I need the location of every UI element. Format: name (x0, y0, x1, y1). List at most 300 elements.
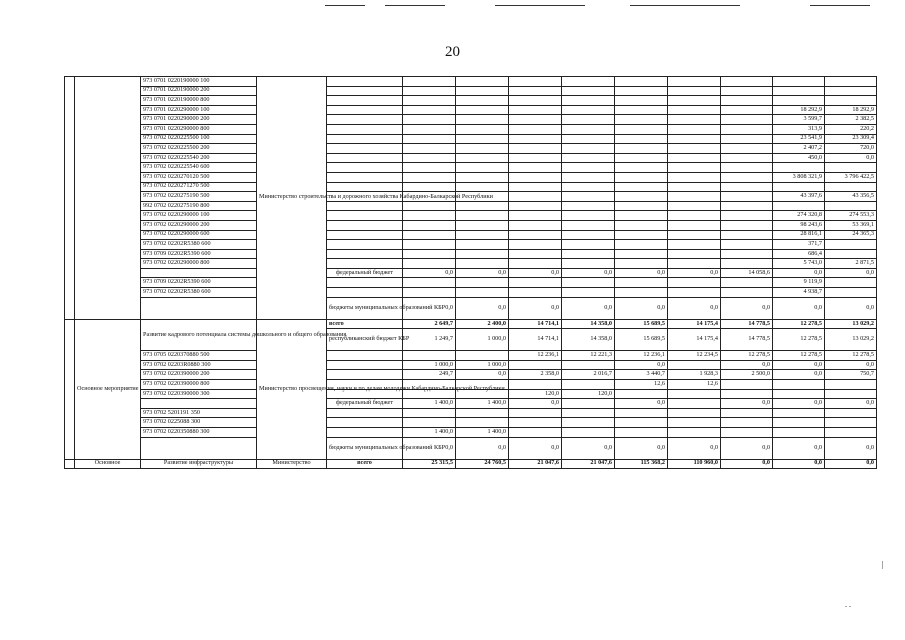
source-cell (327, 86, 403, 96)
value-cell (773, 380, 825, 390)
value-cell (509, 230, 562, 240)
value-cell (562, 408, 615, 418)
value-cell (668, 163, 721, 173)
value-cell (721, 144, 773, 154)
budget-code: 973 0702 02203R0880 300 (141, 360, 257, 370)
value-cell (509, 418, 562, 428)
value-cell (403, 182, 456, 192)
value-cell (825, 182, 877, 192)
budget-code: 973 0702 0220350880 300 (141, 428, 257, 438)
value-cell (509, 408, 562, 418)
value-cell: 3 599,7 (773, 115, 825, 125)
value-cell (456, 278, 509, 288)
source-cell (327, 144, 403, 154)
budget-code: 973 0709 02202R5390 600 (141, 278, 257, 288)
value-cell (615, 288, 668, 298)
value-cell: 120,0 (509, 389, 562, 399)
value-cell: 43 397,6 (773, 192, 825, 202)
value-cell (721, 249, 773, 259)
value-cell (509, 380, 562, 390)
value-cell (668, 360, 721, 370)
value-cell (456, 240, 509, 250)
value-cell (721, 428, 773, 438)
source-cell (327, 153, 403, 163)
value-cell (509, 240, 562, 250)
value-cell (562, 418, 615, 428)
value-cell: 115 368,2 (615, 459, 668, 469)
value-cell: 0,0 (403, 268, 456, 278)
value-cell (509, 288, 562, 298)
value-cell (562, 172, 615, 182)
value-cell: 14 714,1 (509, 319, 562, 329)
value-cell (721, 230, 773, 240)
value-cell (615, 418, 668, 428)
table-row (65, 249, 877, 259)
value-cell (562, 249, 615, 259)
top-cut-lines (0, 0, 905, 10)
value-cell (456, 211, 509, 221)
value-cell: 1 000,0 (456, 360, 509, 370)
value-cell (825, 201, 877, 211)
value-cell: 18 292,9 (773, 105, 825, 115)
value-cell (773, 86, 825, 96)
value-cell (668, 389, 721, 399)
value-cell: 24 760,5 (456, 459, 509, 469)
table-row (65, 201, 877, 211)
value-cell: 12 234,5 (668, 351, 721, 361)
value-cell: 13 029,2 (825, 319, 877, 329)
source-cell (327, 96, 403, 106)
value-cell (403, 96, 456, 106)
value-cell: 313,9 (773, 124, 825, 134)
budget-code (141, 297, 257, 319)
value-cell (509, 259, 562, 269)
value-cell: 14 175,4 (668, 319, 721, 329)
value-cell: 2 400,0 (456, 319, 509, 329)
value-cell (668, 115, 721, 125)
value-cell (825, 163, 877, 173)
table-row (65, 351, 877, 361)
value-cell: 23 309,4 (825, 134, 877, 144)
value-cell: 110 960,0 (668, 459, 721, 469)
table-row (65, 124, 877, 134)
source-cell (327, 428, 403, 438)
value-cell: 0,0 (773, 268, 825, 278)
value-cell: 0,0 (668, 268, 721, 278)
value-cell: 5 743,0 (773, 259, 825, 269)
value-cell: 15 689,5 (615, 329, 668, 351)
value-cell: 1 928,3 (668, 370, 721, 380)
value-cell (456, 351, 509, 361)
value-cell: 750,7 (825, 370, 877, 380)
value-cell (403, 153, 456, 163)
value-cell (403, 230, 456, 240)
value-cell (668, 288, 721, 298)
value-cell (773, 182, 825, 192)
value-cell (668, 172, 721, 182)
budget-code: 973 0702 0220270120 500 (141, 172, 257, 182)
value-cell (668, 220, 721, 230)
value-cell: 1 000,0 (456, 329, 509, 351)
value-cell: 450,0 (773, 153, 825, 163)
source-cell (327, 249, 403, 259)
budget-code: 973 0702 5201191 350 (141, 408, 257, 418)
table-row (65, 399, 877, 409)
value-cell (403, 86, 456, 96)
source-label: федеральный бюджет (327, 399, 403, 409)
table-row (65, 278, 877, 288)
value-cell: 0,0 (721, 437, 773, 459)
value-cell (403, 163, 456, 173)
value-cell: 0,0 (825, 268, 877, 278)
value-cell (825, 96, 877, 106)
value-cell (403, 201, 456, 211)
value-cell: 2 407,2 (773, 144, 825, 154)
value-cell (403, 105, 456, 115)
budget-code: 973 0709 02202R5390 600 (141, 249, 257, 259)
source-cell (327, 182, 403, 192)
value-cell: 12 236,1 (615, 351, 668, 361)
value-cell: 43 356,5 (825, 192, 877, 202)
value-cell (562, 278, 615, 288)
value-cell: 14 358,0 (562, 329, 615, 351)
value-cell: 0,0 (509, 297, 562, 319)
value-cell: 53 369,1 (825, 220, 877, 230)
value-cell (456, 153, 509, 163)
value-cell: 120,0 (562, 389, 615, 399)
value-cell (668, 105, 721, 115)
value-cell (509, 144, 562, 154)
value-cell (773, 77, 825, 87)
col-a (65, 459, 75, 469)
source-label: всего (327, 459, 403, 469)
value-cell: 686,4 (773, 249, 825, 259)
value-cell (456, 134, 509, 144)
value-cell: 14 714,1 (509, 329, 562, 351)
value-cell: 12 278,5 (773, 319, 825, 329)
value-cell: 274 320,8 (773, 211, 825, 221)
ministry-name: Министерство строительства и дорожного хозяйства Кабардино-Балкарской Республики (257, 77, 327, 320)
value-cell (403, 351, 456, 361)
source-label: федеральный бюджет (327, 268, 403, 278)
value-cell: 25 315,5 (403, 459, 456, 469)
budget-code: 992 0702 0220275190 800 (141, 201, 257, 211)
value-cell (721, 408, 773, 418)
value-cell (668, 134, 721, 144)
event-name: Развитие инфраструктуры (141, 459, 257, 469)
main-event-label: Основное (75, 459, 141, 469)
budget-code: 973 0702 0220290000 200 (141, 220, 257, 230)
source-cell (327, 201, 403, 211)
value-cell (721, 211, 773, 221)
table-row (65, 115, 877, 125)
value-cell (456, 172, 509, 182)
table-row (65, 230, 877, 240)
value-cell (668, 144, 721, 154)
value-cell (721, 380, 773, 390)
value-cell (456, 201, 509, 211)
value-cell (509, 192, 562, 202)
value-cell: 4 938,7 (773, 288, 825, 298)
value-cell (456, 77, 509, 87)
value-cell: 12 221,3 (562, 351, 615, 361)
value-cell (403, 124, 456, 134)
budget-code: 973 0702 0220225500 200 (141, 144, 257, 154)
value-cell: 1 000,0 (403, 360, 456, 370)
table-row (65, 288, 877, 298)
table-row (65, 220, 877, 230)
value-cell (773, 389, 825, 399)
value-cell (825, 77, 877, 87)
value-cell (668, 240, 721, 250)
budget-code: 973 0702 02202R5380 600 (141, 240, 257, 250)
value-cell (773, 428, 825, 438)
table-row (65, 297, 877, 319)
value-cell (562, 182, 615, 192)
value-cell: 14 358,0 (562, 319, 615, 329)
source-cell (327, 115, 403, 125)
table-row (65, 153, 877, 163)
value-cell: 0,0 (615, 297, 668, 319)
table-row (65, 360, 877, 370)
value-cell (509, 96, 562, 106)
source-cell (327, 370, 403, 380)
value-cell: 0,0 (615, 399, 668, 409)
value-cell: 0,0 (773, 297, 825, 319)
table-row (65, 428, 877, 438)
table-row (65, 77, 877, 87)
value-cell (456, 163, 509, 173)
budget-code: 973 0702 0220390000 800 (141, 380, 257, 390)
value-cell: 2 871,5 (825, 259, 877, 269)
table-row (65, 211, 877, 221)
budget-code: 973 0702 0220225500 100 (141, 134, 257, 144)
value-cell (615, 105, 668, 115)
value-cell: 0,0 (562, 437, 615, 459)
value-cell (456, 115, 509, 125)
table-row (65, 459, 877, 469)
value-cell (562, 192, 615, 202)
value-cell (721, 134, 773, 144)
budget-code: 973 0701 0220190000 100 (141, 77, 257, 87)
value-cell: 3 440,7 (615, 370, 668, 380)
value-cell (562, 86, 615, 96)
value-cell: 2 016,7 (562, 370, 615, 380)
value-cell: 0,0 (773, 459, 825, 469)
value-cell: 1 400,0 (403, 428, 456, 438)
value-cell (615, 230, 668, 240)
value-cell: 0,0 (825, 153, 877, 163)
value-cell: 0,0 (456, 268, 509, 278)
value-cell (509, 105, 562, 115)
value-cell (562, 399, 615, 409)
value-cell (509, 134, 562, 144)
value-cell (509, 360, 562, 370)
value-cell (825, 389, 877, 399)
value-cell: 220,2 (825, 124, 877, 134)
value-cell: 0,0 (825, 297, 877, 319)
value-cell (615, 124, 668, 134)
value-cell: 12 236,1 (509, 351, 562, 361)
value-cell (403, 134, 456, 144)
value-cell: 0,0 (509, 399, 562, 409)
value-cell (562, 163, 615, 173)
value-cell (403, 220, 456, 230)
value-cell (721, 288, 773, 298)
source-cell (327, 259, 403, 269)
budget-code: 973 0701 0220190000 200 (141, 86, 257, 96)
value-cell (773, 418, 825, 428)
value-cell (825, 249, 877, 259)
value-cell (403, 77, 456, 87)
value-cell (509, 115, 562, 125)
value-cell (721, 192, 773, 202)
value-cell (509, 428, 562, 438)
table-row (65, 370, 877, 380)
value-cell (721, 278, 773, 288)
value-cell: 1 400,0 (403, 399, 456, 409)
budget-code: 973 0702 0220290000 800 (141, 259, 257, 269)
value-cell (403, 211, 456, 221)
source-cell (327, 77, 403, 87)
value-cell: 21 047,6 (562, 459, 615, 469)
value-cell (668, 408, 721, 418)
value-cell (615, 96, 668, 106)
value-cell: 2 358,0 (509, 370, 562, 380)
source-cell (327, 163, 403, 173)
source-cell (327, 172, 403, 182)
value-cell: 1 249,7 (403, 329, 456, 351)
table-row (65, 319, 877, 329)
source-cell (327, 278, 403, 288)
value-cell (825, 86, 877, 96)
value-cell: 12 278,5 (721, 351, 773, 361)
value-cell (509, 182, 562, 192)
value-cell: 0,0 (562, 268, 615, 278)
value-cell (615, 192, 668, 202)
value-cell (721, 220, 773, 230)
value-cell (562, 124, 615, 134)
value-cell (721, 124, 773, 134)
value-cell (615, 86, 668, 96)
value-cell: 2 500,0 (721, 370, 773, 380)
source-cell (327, 240, 403, 250)
value-cell (615, 220, 668, 230)
value-cell (509, 153, 562, 163)
value-cell: 12,6 (615, 380, 668, 390)
value-cell (721, 115, 773, 125)
value-cell: 24 365,3 (825, 230, 877, 240)
ministry-name: Министерство (257, 459, 327, 469)
value-cell (562, 134, 615, 144)
value-cell (721, 418, 773, 428)
value-cell: 0,0 (721, 360, 773, 370)
value-cell: 0,0 (403, 437, 456, 459)
value-cell (825, 288, 877, 298)
value-cell (773, 408, 825, 418)
value-cell: 0,0 (509, 268, 562, 278)
event-name: Развитие кадрового потенциала системы дошкольного и общего образования (141, 319, 257, 351)
value-cell (456, 124, 509, 134)
budget-code: 973 0702 0220390000 300 (141, 389, 257, 399)
value-cell: 1 400,0 (456, 428, 509, 438)
value-cell (825, 240, 877, 250)
value-cell (668, 124, 721, 134)
value-cell (615, 249, 668, 259)
value-cell (509, 163, 562, 173)
source-cell (327, 105, 403, 115)
value-cell (456, 86, 509, 96)
table-row (65, 172, 877, 182)
value-cell: 12 278,5 (773, 351, 825, 361)
value-cell (721, 105, 773, 115)
value-cell (562, 240, 615, 250)
budget-code: 973 0702 0220225540 200 (141, 153, 257, 163)
budget-code: 973 0701 0220290000 200 (141, 115, 257, 125)
value-cell (562, 201, 615, 211)
table-row (65, 437, 877, 459)
value-cell: 23 541,9 (773, 134, 825, 144)
value-cell (562, 105, 615, 115)
value-cell (403, 408, 456, 418)
value-cell (562, 115, 615, 125)
value-cell (509, 124, 562, 134)
value-cell: 14 058,6 (721, 268, 773, 278)
value-cell (403, 172, 456, 182)
page-number: 20 (445, 44, 460, 60)
value-cell: 0,0 (825, 437, 877, 459)
value-cell (668, 259, 721, 269)
value-cell (825, 428, 877, 438)
value-cell (509, 77, 562, 87)
value-cell: 0,0 (668, 437, 721, 459)
budget-code: 973 0701 0220290000 100 (141, 105, 257, 115)
value-cell (562, 230, 615, 240)
source-cell (327, 230, 403, 240)
value-cell: 21 047,6 (509, 459, 562, 469)
value-cell (509, 211, 562, 221)
value-cell (668, 399, 721, 409)
value-cell: 0,0 (721, 459, 773, 469)
value-cell (509, 249, 562, 259)
value-cell: 13 029,2 (825, 329, 877, 351)
value-cell (403, 249, 456, 259)
value-cell (615, 134, 668, 144)
value-cell: 0,0 (773, 360, 825, 370)
value-cell (562, 77, 615, 87)
value-cell (562, 380, 615, 390)
value-cell: 0,0 (721, 399, 773, 409)
value-cell (615, 278, 668, 288)
value-cell: 0,0 (773, 437, 825, 459)
value-cell: 0,0 (773, 370, 825, 380)
value-cell (773, 96, 825, 106)
value-cell: 0,0 (456, 297, 509, 319)
value-cell: 0,0 (615, 268, 668, 278)
value-cell: 14 175,4 (668, 329, 721, 351)
value-cell (562, 153, 615, 163)
source-cell (327, 418, 403, 428)
value-cell (825, 278, 877, 288)
value-cell (668, 211, 721, 221)
value-cell: 2 649,7 (403, 319, 456, 329)
value-cell: 0,0 (615, 360, 668, 370)
source-cell (327, 134, 403, 144)
value-cell (456, 230, 509, 240)
value-cell (668, 249, 721, 259)
value-cell (509, 220, 562, 230)
value-cell (403, 288, 456, 298)
